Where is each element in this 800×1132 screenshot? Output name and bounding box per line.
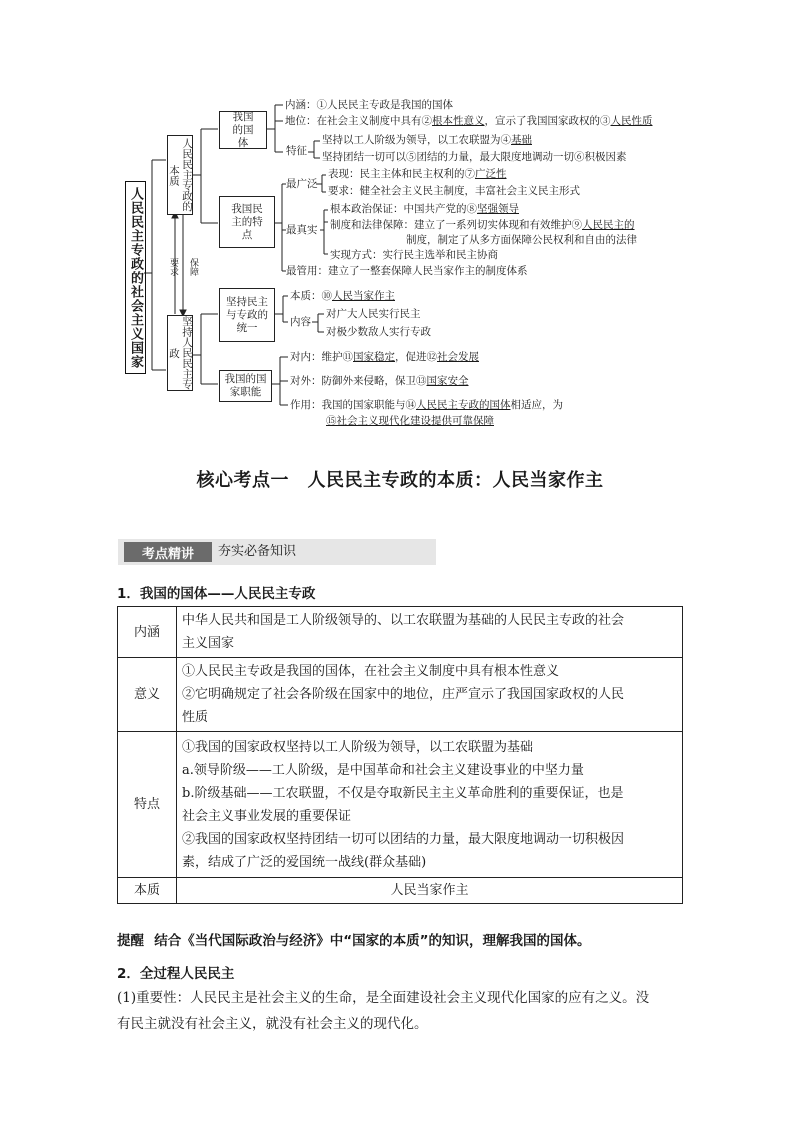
essence-node-label: 人民民主专政的本质 <box>168 138 193 212</box>
table-row <box>118 878 683 904</box>
link-guarantee-label: 保障 <box>188 258 198 276</box>
minzhu-guangfan-2: 要求：健全社会主义民主制度，丰富社会主义民主形式 <box>328 185 580 197</box>
reminder-text: 结合《当代国际政治与经济》中“国家的本质”的知识，理解我国的国体。 <box>154 933 591 949</box>
minzhu-zhenshi-1: 根本政治保证：中国共产党的⑧坚强领导 <box>330 203 519 215</box>
reminder-label: 提醒 <box>117 933 144 949</box>
table-label-neihan: 内涵 <box>118 607 177 658</box>
zhineng-zuoyong-1: 作用：我国的国家职能与⑭人民民主专政的国体相适应，为 <box>290 399 563 411</box>
paragraph-importance <box>117 985 683 1037</box>
persist-node <box>167 315 193 391</box>
minzhu-guanyong: 最管用：建立了一整套保障人民当家作主的制度体系 <box>286 265 528 277</box>
table-cell-yiyi: ①人民民主专政是我国的国体，在社会主义制度中具有根本性意义 ②它明确规定了社会各阶级在国家中的地位，庄严宣示了我国国家政权的人民 性质 <box>177 658 683 732</box>
heading-quanguocheng: 2．全过程人民民主 <box>117 966 235 982</box>
link-require-label: 要求 <box>168 258 178 276</box>
paragraph-line-2: 有民主就没有社会主义，就没有社会主义的现代化。 <box>117 1016 428 1032</box>
table-label-yiyi: 意义 <box>118 658 177 732</box>
guoti-tezheng-2: 坚持团结一切可以⑤团结的力量，最大限度地调动一切⑥积极因素 <box>322 151 627 163</box>
minzhu-node-label: 我国民主的特点 <box>231 202 263 241</box>
table-cell-neihan: 中华人民共和国是工人阶级领导的、以工农联盟为基础的人民民主专政的社会 主义国家 <box>177 607 683 658</box>
table-row <box>118 658 683 732</box>
minzhu-guangfan-label: 最广泛 <box>286 178 318 190</box>
tongyi-benzhi: 本质：⑩人民当家作主 <box>290 290 395 302</box>
table-label-tedian: 特点 <box>118 732 177 878</box>
table-cell-tedian: ①我国的国家政权坚持以工人阶级为领导，以工农联盟为基础 a.领导阶级——工人阶级，是中国革命和社会主义建设事业的中坚力量 b.阶级基础——工农联盟，不仅是夺取新民主主义革命胜利的重要保证，也是 社会主义事业发展的重要保证 ②我国的国家政权坚持团结一切可以团结的力量，最大限度地调动一切积极因 素，结成了广泛的爱国统一战线(群众基础) <box>177 732 683 878</box>
tongyi-node <box>219 288 275 342</box>
zhineng-duiwai: 对外：防御外来侵略，保卫⑬国家安全 <box>290 375 469 387</box>
banner-tag: 考点精讲 <box>124 542 212 562</box>
heading-guoti: 1．我国的国体——人民民主专政 <box>117 586 316 602</box>
minzhu-zhenshi-4: 实现方式：实行民主选举和民主协商 <box>330 249 498 261</box>
minzhu-zhenshi-label: 最真实 <box>286 224 318 236</box>
zhineng-node-label: 我国的国家职能 <box>224 373 267 398</box>
table-cell-benzhi: 人民当家作主 <box>177 878 683 904</box>
guoti-diwei: 地位：在社会主义制度中具有②根本性意义，宣示了我国国家政权的③人民性质 <box>285 115 653 127</box>
essence-node <box>167 135 193 215</box>
persist-node-label: 坚持人民民主专政 <box>168 316 193 390</box>
tongyi-node-label: 坚持民主与专政的统一 <box>226 295 268 334</box>
guoti-tezheng-1: 坚持以工人阶级为领导，以工农联盟为④基础 <box>322 134 532 146</box>
guoti-node <box>219 111 267 149</box>
table-row <box>118 607 683 658</box>
guoti-table <box>117 606 683 904</box>
guoti-tezheng-label: 特征 <box>286 145 307 157</box>
guoti-node-label: 我国的国体 <box>232 110 254 149</box>
guoti-neihan: 内涵：①人民民主专政是我国的国体 <box>285 99 453 111</box>
minzhu-zhenshi-2: 制度和法律保障：建立了一系列切实体现和有效维护⑨人民民主的 <box>330 219 635 231</box>
minzhu-node <box>219 196 275 248</box>
banner-text: 夯实必备知识 <box>218 544 297 559</box>
zhineng-duinei: 对内：维护⑪国家稳定，促进⑫社会发展 <box>290 351 479 363</box>
section-title: 核心考点一 人民民主专政的本质：人民当家作主 <box>196 470 604 491</box>
zhineng-node <box>219 370 272 402</box>
minzhu-guangfan-1: 表现：民主主体和民主权利的⑦广泛性 <box>328 168 507 180</box>
tongyi-neirong-label: 内容 <box>290 316 311 328</box>
minzhu-zhenshi-3: 制度，制定了从多方面保障公民权利和自由的法律 <box>406 234 637 246</box>
root-node: 人民民主专政的社会主义国家 <box>125 181 146 374</box>
table-row <box>118 732 683 878</box>
paragraph-line-1: (1)重要性：人民民主是社会主义的生命，是全面建设社会主义现代化国家的应有之义。没 <box>117 990 650 1006</box>
reminder <box>117 928 683 954</box>
tongyi-neirong-1: 对广大人民实行民主 <box>326 308 421 320</box>
table-label-benzhi: 本质 <box>118 878 177 904</box>
tongyi-neirong-2: 对极少数敌人实行专政 <box>326 326 431 338</box>
zhineng-zuoyong-2: ⑮社会主义现代化建设提供可靠保障 <box>326 415 494 427</box>
